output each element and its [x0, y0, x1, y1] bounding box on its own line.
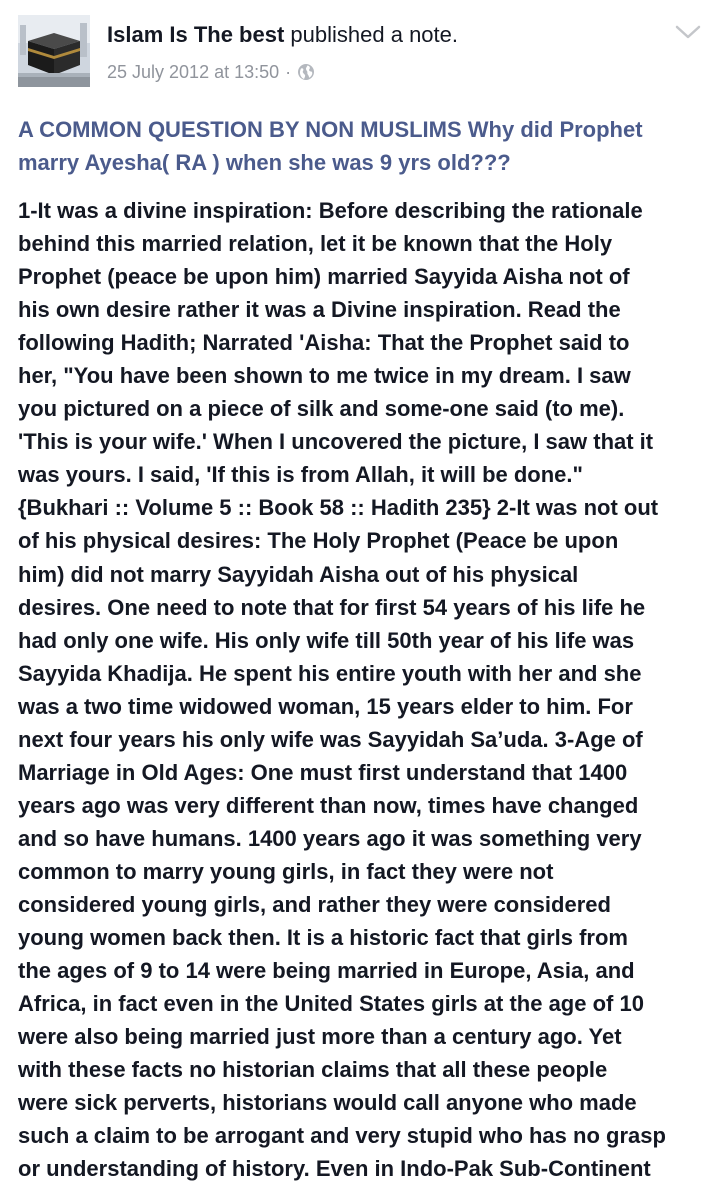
meta-separator: ·: [285, 62, 292, 82]
post-timestamp[interactable]: 25 July 2012 at 13:50: [107, 62, 280, 82]
note-body: 1-It was a divine inspiration: Before describing the rationale behind this married relation, let it be known that the Holy Prophet (peace be upon him) married Sayyida Aisha not of his own desire rather it was a Divine inspiration. Read the following Hadith; Narrated 'Aisha: That the Prophet said to her, "You have been shown to me twice in my dream. I saw you pictured on a piece of silk and some-one said (to me). 'This is your wife.' When I uncovered the picture, I saw that it was yours. I said, 'If this is from Allah, it will be done." {Bukhari :: Volume 5 :: Book 58 :: Hadith 235} 2-It was not out of his physical desires: The Holy Prophet (Peace be upon him) did not marry Sayyidah Aisha out of his physical desires. One need to note that for first 54 years of his life he had only one wife. His only wife till 50th year of his life was Sayyida Khadija. He spent his entire youth with her and she was a two time widowed woman, 15 years elder to him. For next four years his only wife was Sayyidah Sa’uda. 3-Age of Marriage in Old Ages: One must first understand that 1400 years ago was very different than now, times have changed and so have humans. 1400 years ago it was something very common to marry young girls, in fact they were not considered young girls, and rather they were considered young women back then. It is a historic fact that girls from the ages of 9 to 14 were being married in Europe, Asia, and Africa, in fact even in the United States girls at the age of 10 were also being married just more than a century ago. Yet with these facts no historian claims that all these people were sick perverts, historians would call anyone who made such a claim to be arrogant and very stupid who has no grasp or understanding of history. Even in Indo-Pak Sub-Continent: [18, 198, 666, 1182]
post-header: [0, 0, 720, 100]
kaaba-avatar-icon: [18, 15, 90, 87]
author-name-link[interactable]: Islam Is The best: [107, 22, 285, 47]
note-title[interactable]: A COMMON QUESTION BY NON MUSLIMS Why did Prophet marry Ayesha( RA ) when she was 9 yrs old???: [18, 117, 643, 175]
author-line: [107, 20, 458, 50]
post-meta: [107, 60, 315, 84]
chevron-down-icon[interactable]: [674, 22, 702, 42]
post-action-text: published a note.: [290, 22, 458, 47]
avatar[interactable]: [18, 15, 90, 87]
globe-icon[interactable]: [297, 63, 315, 81]
